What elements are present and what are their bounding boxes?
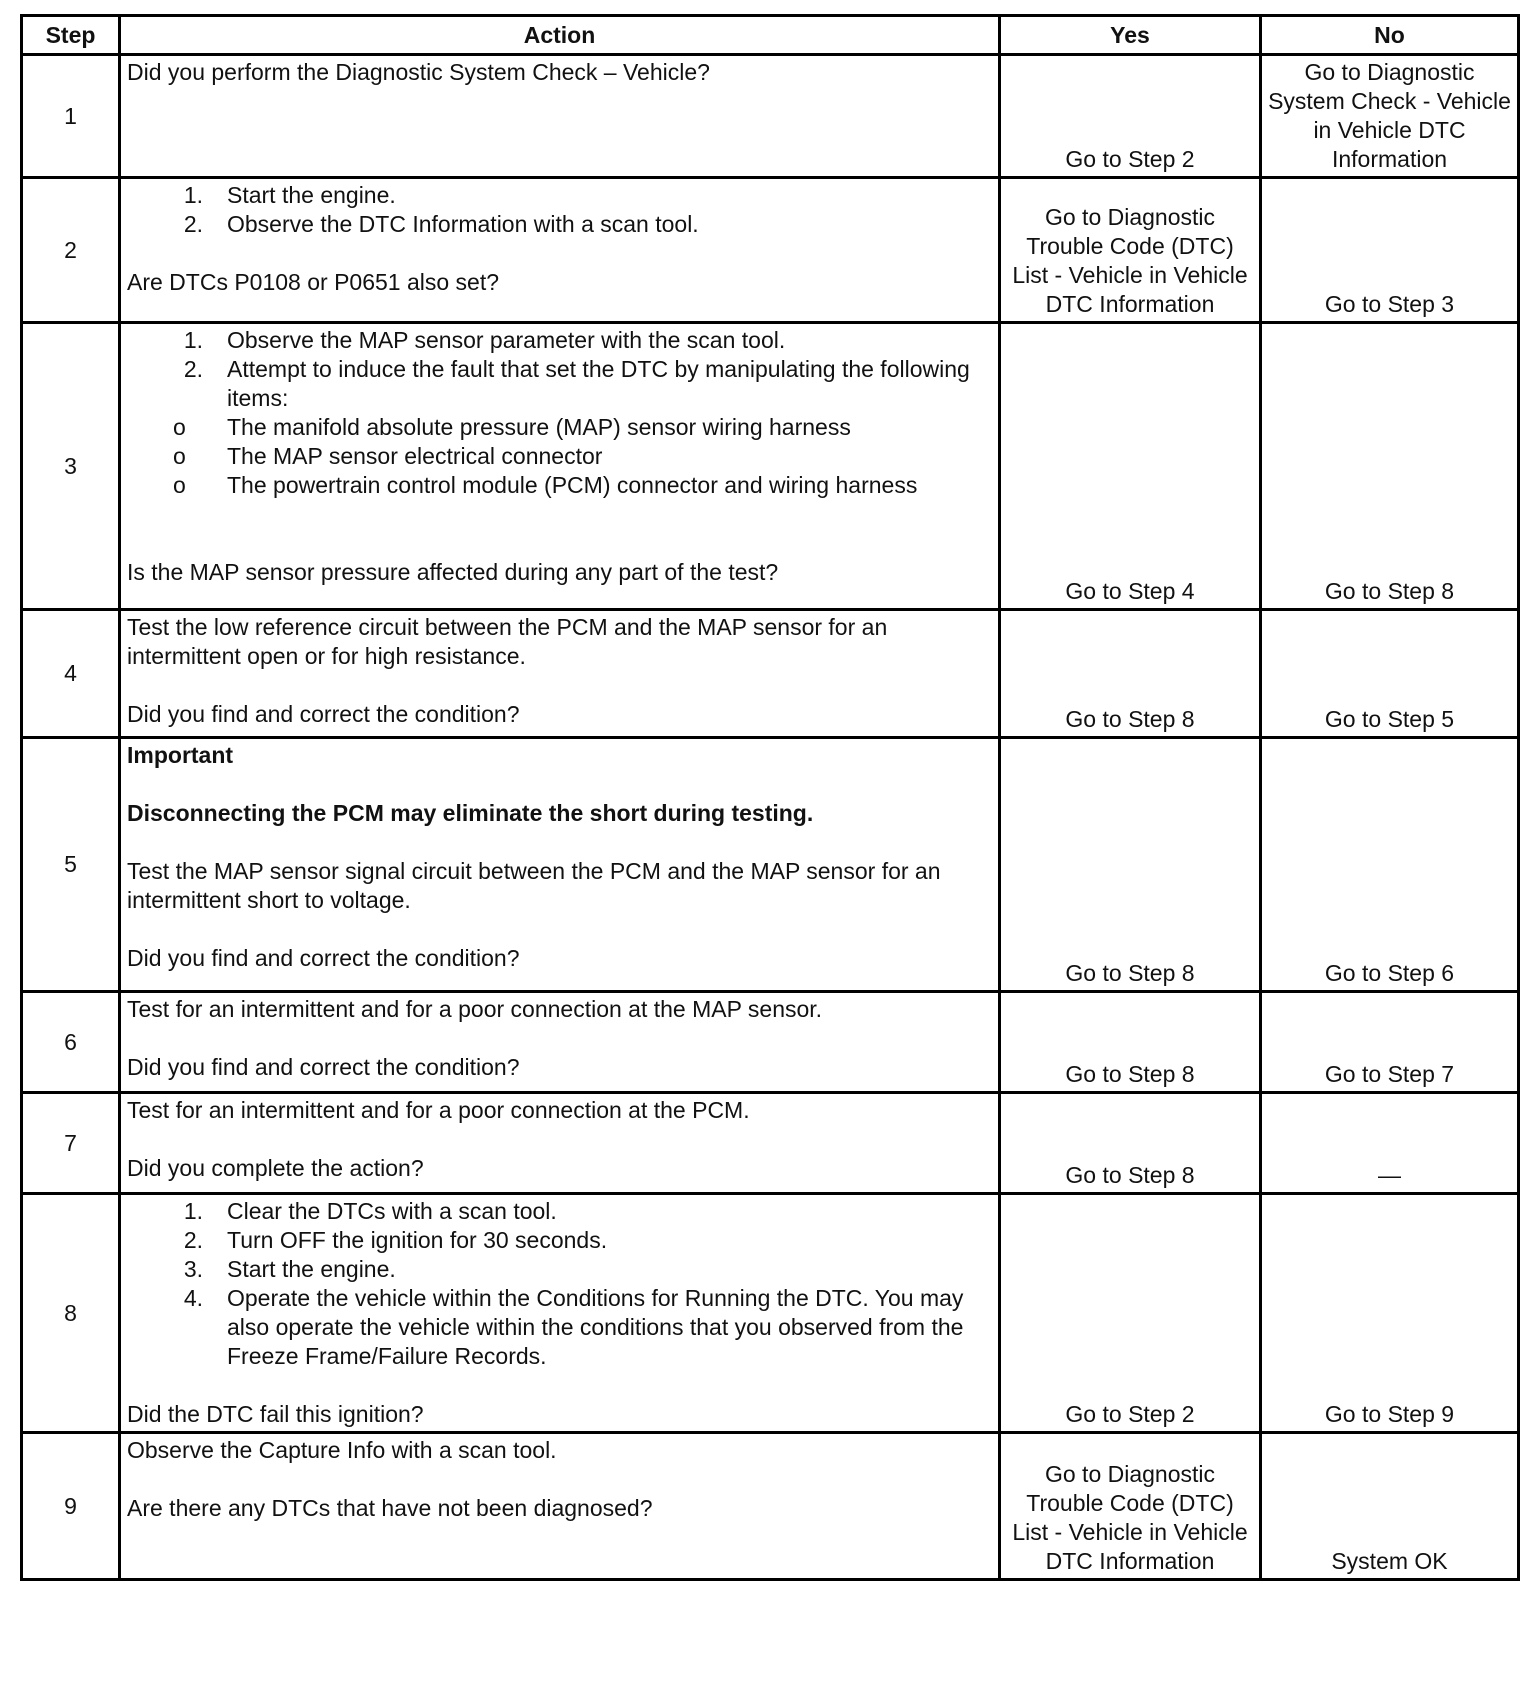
step-number: 3 [22, 323, 120, 610]
action-steps [127, 1197, 992, 1371]
important-note: Disconnecting the PCM may eliminate the short during testing. [127, 800, 814, 826]
table-row [22, 323, 1519, 610]
no-cell: Go to Step 7 [1261, 992, 1519, 1093]
yes-cell: Go to Step 2 [1000, 55, 1261, 178]
list-item: 1. Observe the MAP sensor parameter with the scan tool. [183, 327, 786, 353]
no-cell: Go to Step 3 [1261, 178, 1519, 323]
action-steps [127, 326, 992, 500]
step-number: 5 [22, 738, 120, 992]
header-step: Step [22, 16, 120, 55]
list-item: 4. Operate the vehicle within the Conditions for Running the DTC. You may also operate the vehicle within the conditions that you observed from the Freeze Frame/Failure Records. [183, 1285, 964, 1369]
table-row [22, 178, 1519, 323]
action-cell [120, 610, 1000, 738]
action-cell [120, 992, 1000, 1093]
no-cell: Go to Step 9 [1261, 1194, 1519, 1433]
action-question: Did the DTC fail this ignition? [127, 1401, 424, 1427]
step-number: 2 [22, 178, 120, 323]
header-yes: Yes [1000, 16, 1261, 55]
list-item: 2. Observe the DTC Information with a scan tool. [183, 211, 699, 237]
table-row [22, 992, 1519, 1093]
step-number: 9 [22, 1433, 120, 1580]
yes-cell: Go to Step 8 [1000, 992, 1261, 1093]
table-row [22, 55, 1519, 178]
no-cell: Go to Step 6 [1261, 738, 1519, 992]
action-text: Test the MAP sensor signal circuit between the PCM and the MAP sensor for an intermittent short to voltage. [127, 858, 941, 913]
no-cell: Go to Diagnostic System Check - Vehicle in Vehicle DTC Information [1261, 55, 1519, 178]
list-item: 2. Attempt to induce the fault that set the DTC by manipulating the following items: o The manifold absolute pressure (MAP) sensor wiring harness o The MAP sensor electrical connector o The powertrain control module (PCM) connector and wiring harness [127, 355, 992, 500]
yes-cell: Go to Step 8 [1000, 610, 1261, 738]
list-item: o The manifold absolute pressure (MAP) sensor wiring harness [173, 414, 851, 440]
action-subitems [127, 413, 992, 500]
action-question: Did you perform the Diagnostic System Check – Vehicle? [127, 59, 710, 85]
yes-cell: Go to Diagnostic Trouble Code (DTC) List - Vehicle in Vehicle DTC Information [1000, 178, 1261, 323]
action-question: Did you find and correct the condition? [127, 1054, 520, 1080]
list-item: 3. Start the engine. [183, 1256, 396, 1282]
no-cell: Go to Step 5 [1261, 610, 1519, 738]
no-cell: Go to Step 8 [1261, 323, 1519, 610]
action-cell [120, 55, 1000, 178]
list-item: o The MAP sensor electrical connector [173, 443, 603, 469]
list-item: o The powertrain control module (PCM) connector and wiring harness [173, 472, 918, 498]
action-cell [120, 178, 1000, 323]
table-row [22, 1433, 1519, 1580]
table-row [22, 1194, 1519, 1433]
list-item: 2. Turn OFF the ignition for 30 seconds. [183, 1227, 608, 1253]
yes-cell: Go to Diagnostic Trouble Code (DTC) List - Vehicle in Vehicle DTC Information [1000, 1433, 1261, 1580]
table-row [22, 1093, 1519, 1194]
header-no: No [1261, 16, 1519, 55]
step-number: 6 [22, 992, 120, 1093]
action-cell [120, 1093, 1000, 1194]
action-question: Are DTCs P0108 or P0651 also set? [127, 269, 500, 295]
action-cell [120, 1194, 1000, 1433]
list-item: 1. Start the engine. [183, 182, 396, 208]
table-row [22, 610, 1519, 738]
action-text: Test the low reference circuit between the PCM and the MAP sensor for an intermittent open or for high resistance. [127, 614, 888, 669]
important-label: Important [127, 742, 234, 768]
list-item: 1. Clear the DTCs with a scan tool. [183, 1198, 557, 1224]
action-question: Did you find and correct the condition? [127, 701, 520, 727]
step-number: 7 [22, 1093, 120, 1194]
step-number: 4 [22, 610, 120, 738]
action-text: Observe the Capture Info with a scan tool. [127, 1437, 557, 1463]
step-number: 1 [22, 55, 120, 178]
diagnostic-table [20, 14, 1520, 1581]
header-row [22, 16, 1519, 55]
action-cell [120, 1433, 1000, 1580]
no-cell: — [1261, 1093, 1519, 1194]
yes-cell: Go to Step 2 [1000, 1194, 1261, 1433]
header-action: Action [120, 16, 1000, 55]
action-question: Did you find and correct the condition? [127, 945, 520, 971]
action-steps [127, 181, 992, 239]
yes-cell: Go to Step 8 [1000, 738, 1261, 992]
action-cell [120, 323, 1000, 610]
yes-cell: Go to Step 8 [1000, 1093, 1261, 1194]
action-question: Are there any DTCs that have not been diagnosed? [127, 1495, 653, 1521]
yes-cell: Go to Step 4 [1000, 323, 1261, 610]
diagnostic-table-container [20, 14, 1517, 1581]
action-text: Test for an intermittent and for a poor connection at the PCM. [127, 1097, 750, 1123]
table-row [22, 738, 1519, 992]
action-cell [120, 738, 1000, 992]
action-question: Did you complete the action? [127, 1155, 424, 1181]
action-question: Is the MAP sensor pressure affected during any part of the test? [127, 559, 779, 585]
no-cell: System OK [1261, 1433, 1519, 1580]
step-number: 8 [22, 1194, 120, 1433]
action-text: Test for an intermittent and for a poor connection at the MAP sensor. [127, 996, 823, 1022]
